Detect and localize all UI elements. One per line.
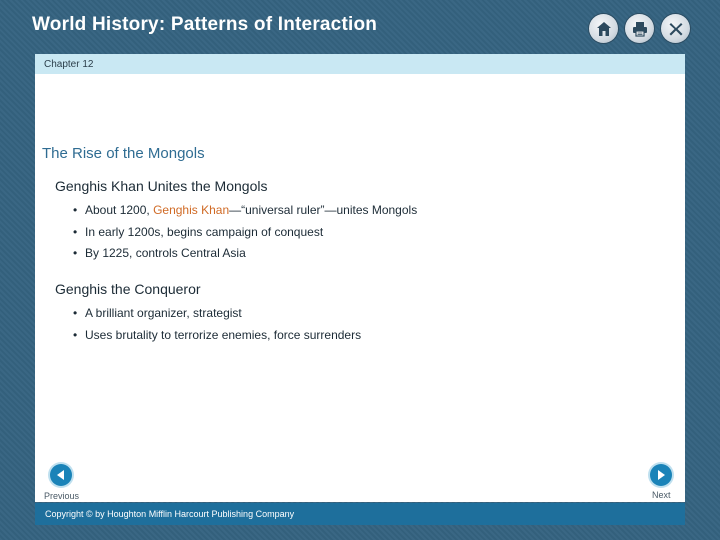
next-button[interactable] — [650, 464, 672, 486]
bullet-item: • In early 1200s, begins campaign of conquest — [85, 222, 417, 244]
close-icon — [667, 20, 685, 38]
bullet-text: About 1200, — [85, 203, 154, 217]
chapter-bar — [35, 54, 685, 74]
section-genghis-conqueror — [55, 281, 361, 346]
bullet-list — [55, 200, 417, 265]
print-icon — [631, 20, 649, 38]
highlighted-term: Genghis Khan — [153, 203, 230, 217]
slide-title: The Rise of the Mongols — [42, 145, 205, 162]
app-title: World History: Patterns of Interaction — [32, 14, 378, 35]
footer-bar — [35, 503, 685, 525]
print-button[interactable] — [625, 14, 654, 43]
home-button[interactable] — [589, 14, 618, 43]
copyright-text: Copyright © by Houghton Mifflin Harcourt Publishing Company — [45, 509, 295, 519]
home-icon — [595, 20, 613, 38]
close-button[interactable] — [661, 14, 690, 43]
section-heading: Genghis the Conqueror — [55, 281, 201, 297]
bullet-item: • A brilliant organizer, strategist — [85, 303, 361, 325]
arrow-right-icon — [655, 469, 667, 481]
section-heading: Genghis Khan Unites the Mongols — [55, 178, 268, 194]
chapter-label: Chapter 12 — [44, 59, 94, 70]
bullet-item — [85, 200, 417, 222]
bullet-item: • Uses brutality to terrorize enemies, force surrenders — [85, 325, 361, 347]
bullet-text: —“universal ruler”—unites Mongols — [229, 203, 418, 217]
next-label[interactable]: Next — [652, 490, 671, 500]
section-genghis-unites — [55, 178, 417, 265]
bullet-list — [55, 303, 361, 346]
arrow-left-icon — [55, 469, 67, 481]
bullet-item: • By 1225, controls Central Asia — [85, 243, 417, 265]
top-toolbar — [589, 14, 690, 43]
slide-content — [35, 54, 685, 502]
previous-label[interactable]: Previous — [44, 491, 80, 501]
previous-button[interactable] — [50, 464, 72, 486]
